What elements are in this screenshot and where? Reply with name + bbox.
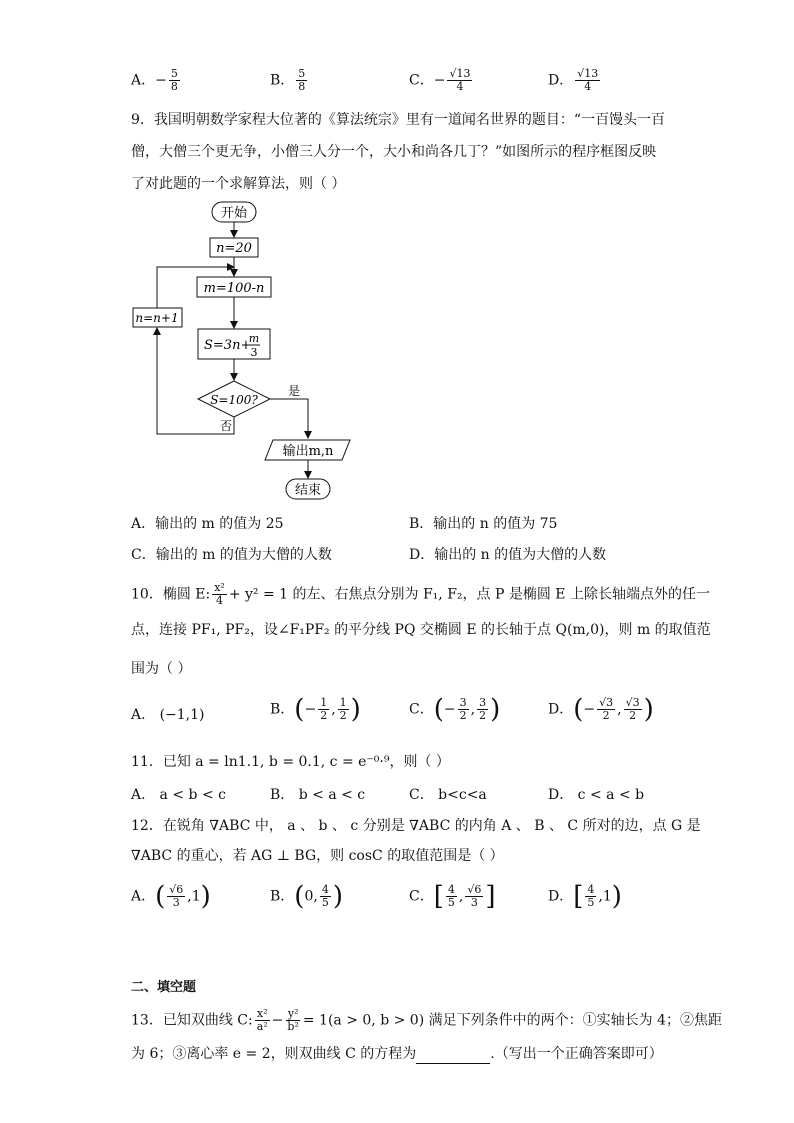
q12-option-a: A．( $\frac{√6}{3}$ ,1)	[131, 881, 211, 912]
q10-option-a: A． (−1,1)	[131, 707, 205, 723]
fraction: $\frac{\text{x²}}{4}$	[214, 581, 225, 607]
q10-stem-line3: 围为（ ）	[131, 661, 192, 677]
q9-option-d: D．输出的 n 的值为大僧的人数	[409, 547, 607, 563]
flow-assign-m-label: m=100-n	[203, 281, 265, 296]
fraction: $\frac{5}{8}$	[170, 67, 178, 93]
answer-blank[interactable]	[416, 1049, 490, 1064]
q10-option-b: B．(− $\frac{1}{2}$ , $\frac{1}{2}$ )	[270, 694, 361, 725]
fraction: $\frac{5}{8}$	[298, 67, 306, 93]
q8-option-a: A．− $\frac{5}{8}$	[131, 67, 178, 93]
flow-incr-label: n=n+1	[135, 311, 179, 325]
q12-stem-line1: 12．在锐角 ∇ABC 中， a 、 b 、 c 分别是 ∇ABC 的内角 A 、 B 、 C 所对的边，点 G 是	[131, 818, 701, 834]
flow-start-label: 开始	[220, 206, 248, 221]
option-label: B．	[270, 72, 295, 89]
flow-frac-den: 3	[250, 346, 258, 359]
q12-stem-line2: ∇ABC 的重心，若 AG ⊥ BG，则 cosC 的取值范围是（ ）	[131, 848, 504, 864]
flowchart	[120, 195, 370, 505]
q13-stem-line1: 13．已知双曲线 C: $\frac{\text{x²}}{\text{a²}}$ − $\frac{\text{y²}}{\text{b²}}$ = 1(a > 0, b > 0) 满足下列条件中的两个：①实轴长为 4；②焦距	[131, 1007, 722, 1033]
q12-option-c: C．[ $\frac{4}{5}$ , $\frac{√6}{3}$ ]	[409, 881, 496, 912]
q8-option-b	[270, 68, 309, 93]
q11-option-d: D． c < a < b	[548, 787, 645, 803]
q11-stem: 11．已知 a = ln1.1, b = 0.1, c = e⁻⁰·⁹，则（ ）	[131, 754, 450, 770]
q9-option-b: B．输出的 n 的值为 75	[409, 516, 558, 532]
q10-option-d: D．(− $\frac{√3}{2}$ , $\frac{√3}{2}$ )	[548, 694, 654, 725]
flow-condition-label: S=100?	[210, 393, 258, 407]
q8-option-d	[548, 68, 602, 93]
q12-option-d: D．[ $\frac{4}{5}$ ,1)	[548, 881, 622, 912]
q11-option-a: A． a < b < c	[131, 787, 226, 803]
flow-assign-s-label: S=3n+	[204, 338, 252, 353]
flow-output-label: 输出m,n	[282, 444, 334, 459]
option-label: C．	[409, 72, 434, 89]
flow-no-label: 否	[220, 419, 233, 433]
q11-option-c: C． b<c<a	[409, 787, 487, 803]
q10-option-c: C．(− $\frac{3}{2}$ , $\frac{3}{2}$ )	[409, 694, 501, 725]
flow-yes-label: 是	[288, 384, 301, 398]
section-heading: 二、填空题	[131, 980, 197, 995]
fraction: $\frac{√13}{4}$	[449, 67, 471, 93]
fraction: $\frac{√13}{4}$	[577, 67, 599, 93]
q13-stem-line2: 为 6；③离心率 e = 2，则双曲线 C 的方程为 .（写出一个正确答案即可）	[131, 1046, 663, 1062]
q9-stem-line2: 僧，大僧三个更无争，小僧三人分一个，大小和尚各几丁？”如图所示的程序框图反映	[131, 144, 657, 160]
q9-option-a: A．输出的 m 的值为 25	[131, 516, 284, 532]
q9-stem-line1: 9．我国明朝数学家程大位著的《算法统宗》里有一道闻名世界的题目：“一百馒头一百	[131, 112, 666, 128]
flow-init-label: n=20	[216, 241, 252, 256]
q12-option-b: B．(0, $\frac{4}{5}$ )	[270, 881, 343, 912]
q8-option-c: C．− $\frac{√13}{4}$	[409, 67, 471, 93]
option-label: D．	[548, 72, 574, 89]
q9-stem-line3: 了对此题的一个求解算法，则（ ）	[131, 176, 346, 192]
q9-option-c: C．输出的 m 的值为大僧的人数	[131, 547, 332, 563]
flow-frac-num: m	[248, 332, 260, 345]
q10-stem-line2: 点，连接 PF₁, PF₂，设∠F₁PF₂ 的平分线 PQ 交椭圆 E 的长轴于点 Q(m,0)，则 m 的取值范	[131, 622, 711, 638]
flow-yes-arrow	[270, 399, 308, 438]
option-label: A．	[131, 72, 156, 89]
q11-option-b: B． b < a < c	[270, 787, 366, 803]
flow-end-label: 结束	[294, 483, 322, 498]
q10-stem-line1: 10．椭圆 E: $\frac{\text{x²}}{4}$ + y² = 1 的左、右焦点分别为 F₁, F₂，点 P 是椭圆 E 上除长轴端点外的任一	[131, 581, 710, 607]
